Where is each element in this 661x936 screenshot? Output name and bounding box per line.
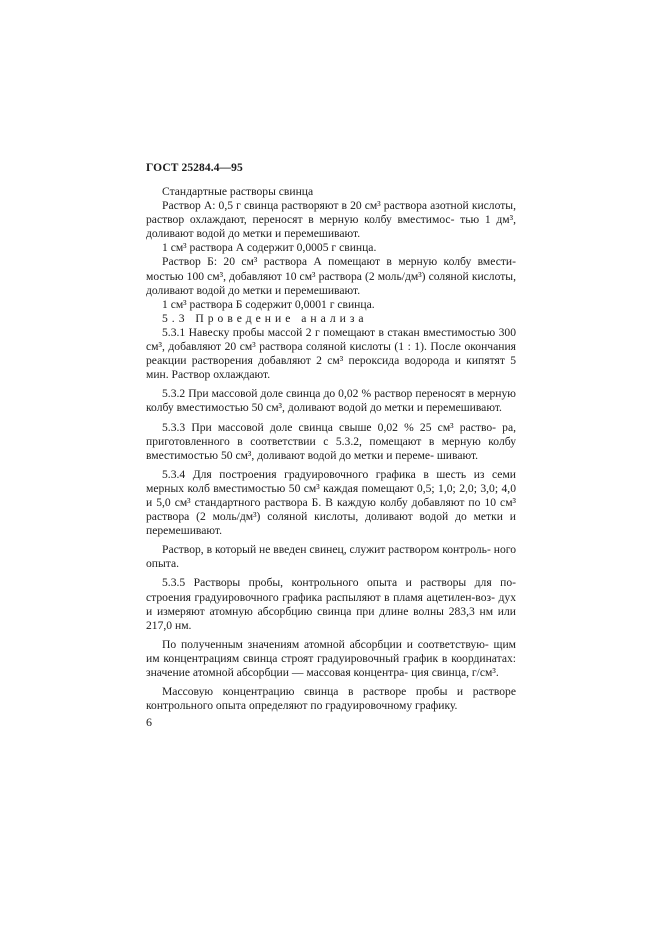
- paragraph-5-3-1: [146, 326, 516, 382]
- line: шивают.: [436, 448, 479, 462]
- paragraph-2: [146, 199, 516, 241]
- line: 283,3 нм или 217,0 нм.: [146, 604, 516, 632]
- line: 5.3.5 Растворы пробы, контрольного опыта и растворы для по-: [162, 576, 516, 590]
- line: ра, приготовленного в соответствии с 5.3.2, помещают в мерную: [146, 420, 516, 448]
- line: строения градуировочного графика распыляют в пламя ацетилен-воз-: [146, 590, 495, 604]
- line: 5.3 Проведение анализа: [162, 311, 368, 325]
- line: и кипятят 5 мин. Раствор охлаждают.: [146, 354, 516, 382]
- line: мерных колб вместимостью 50 см³ каждая помещают 0,5; 1,0; 2,0; 3,0;: [146, 481, 499, 495]
- line: Раствор Б: 20 см³ раствора А помещают в мерную колбу вмести-: [162, 255, 516, 269]
- line: 5.3.1 Навеску пробы массой 2 г помещают в стакан вместимостью: [162, 325, 496, 339]
- line: колбу вместимостью 50 см³, доливают водой до метки и переме-: [146, 434, 516, 462]
- line: мерную колбу вместимостью 50 см³, доливают водой до метки и: [146, 387, 516, 415]
- paragraph-graph: [146, 638, 516, 680]
- paragraph-3: [146, 241, 516, 255]
- line: дух и измеряют атомную абсорбцию свинца при длине волны: [146, 590, 517, 618]
- line: 5.3.2 При массовой доле свинца до 0,02 % раствор переносят в: [162, 387, 474, 401]
- line: Стандартные растворы свинца: [162, 185, 314, 198]
- line: 5.3.3 При массовой доле свинца свыше 0,02 % 25 см³ раство-: [162, 420, 496, 434]
- line: ного опыта.: [146, 543, 517, 571]
- paragraph-5-3-3: [146, 421, 516, 463]
- line: 5.3.4 Для построения градуировочного графика в шесть из семи: [162, 467, 516, 481]
- paragraph-5-3-4: [146, 468, 516, 538]
- line: Массовую концентрацию свинца в растворе пробы и растворе: [162, 685, 516, 699]
- line: контрольного опыта определяют по градуировочному графику.: [146, 699, 458, 713]
- paragraph-control: [146, 543, 516, 571]
- line: 1 см³ раствора Б содержит 0,0001 г свинца.: [162, 297, 375, 311]
- paragraph-final: [146, 685, 516, 713]
- page-number: 6: [146, 715, 152, 729]
- line: По полученным значениям атомной абсорбции и соответствую-: [162, 637, 489, 651]
- line: щим им концентрациям свинца строят градуировочный график в: [146, 637, 516, 665]
- line: окончания реакции растворения добавляют 2 см³ пероксида водорода: [146, 340, 516, 368]
- line: ция свинца, г/см³.: [411, 666, 499, 679]
- paragraph-4: [146, 255, 516, 297]
- document-header: ГОСТ 25284.4—95: [146, 162, 243, 174]
- line: мостью 100 см³, добавляют 10 см³ раствора (2 моль/дм³) соляной: [146, 269, 469, 283]
- line: Раствор, в который не введен свинец, служит раствором контроль-: [162, 543, 491, 557]
- line: кислоты, доливают водой до метки и перемешивают.: [146, 269, 516, 297]
- document-body: [146, 185, 516, 713]
- line: 1 см³ раствора А содержит 0,0005 г свинца.: [162, 241, 377, 255]
- line: 300 см³, добавляют 20 см³ раствора соляной кислоты (1 : 1). После: [146, 325, 516, 354]
- line: кислоты, раствор охлаждают, переносят в мерную колбу вместимос-: [146, 199, 516, 227]
- line: тью 1 дм³, доливают водой до метки и перемешивают.: [146, 213, 516, 241]
- paragraph-5-3-2: [146, 387, 516, 415]
- line: Раствор А: 0,5 г свинца растворяют в 20 см³ раствора азотной: [162, 199, 469, 213]
- section-heading: [146, 312, 516, 326]
- paragraph-5: [146, 298, 516, 312]
- line: перемешивают.: [425, 401, 502, 415]
- line: координатах: значение атомной абсорбции — массовая концентра-: [146, 651, 516, 679]
- paragraph-1: [146, 185, 516, 199]
- line: 4,0 и 5,0 см³ стандартного раствора Б. В каждую колбу добавляют по: [146, 481, 516, 509]
- line: 10 см³ раствора (2 моль/дм³) соляной кислоты, доливают водой до: [146, 495, 517, 524]
- line: метки и перемешивают.: [146, 510, 516, 538]
- paragraph-5-3-5: [146, 576, 516, 632]
